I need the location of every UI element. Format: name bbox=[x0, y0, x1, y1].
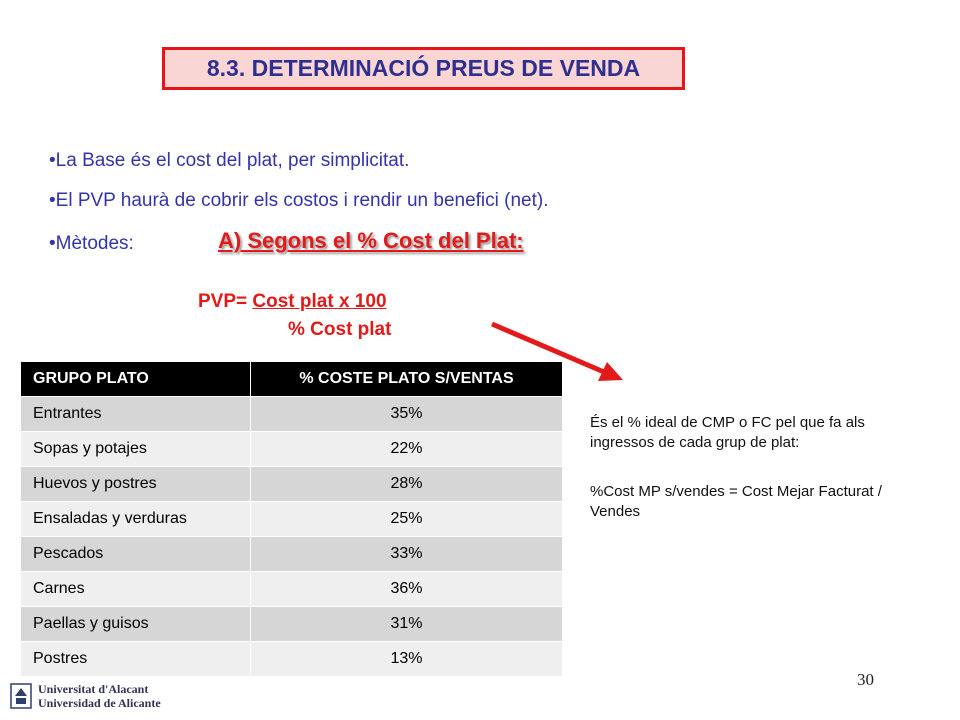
table-header-row bbox=[21, 362, 563, 397]
cost-table bbox=[20, 361, 563, 677]
cell-percent: 28% bbox=[251, 467, 563, 502]
cell-group: Huevos y postres bbox=[21, 467, 251, 502]
university-logo bbox=[10, 682, 161, 710]
logo-line-2: Universidad de Alicante bbox=[38, 696, 161, 710]
method-title: A) Segons el % Cost del Plat: bbox=[218, 228, 524, 253]
formula-denominator: % Cost plat bbox=[288, 319, 392, 340]
page-number: 30 bbox=[857, 670, 874, 689]
table-row bbox=[21, 432, 563, 467]
table-row bbox=[21, 572, 563, 607]
cell-percent: 36% bbox=[251, 572, 563, 607]
bullet-pvp: •El PVP haurà de cobrir els costos i rendir un benefici (net). bbox=[49, 190, 549, 211]
bullet-base: •La Base és el cost del plat, per simplicitat. bbox=[49, 150, 410, 171]
cell-percent: 25% bbox=[251, 502, 563, 537]
cell-group: Pescados bbox=[21, 537, 251, 572]
table-row bbox=[21, 607, 563, 642]
table-row bbox=[21, 467, 563, 502]
cell-group: Paellas y guisos bbox=[21, 607, 251, 642]
table-row bbox=[21, 642, 563, 677]
header-grupo-plato: GRUPO PLATO bbox=[21, 362, 251, 397]
cell-percent: 35% bbox=[251, 397, 563, 432]
cell-percent: 33% bbox=[251, 537, 563, 572]
cell-percent: 22% bbox=[251, 432, 563, 467]
logo-text bbox=[38, 682, 161, 710]
cell-percent: 13% bbox=[251, 642, 563, 677]
formula-numerator: Cost plat x 100 bbox=[252, 291, 387, 312]
logo-line-1: Universitat d'Alacant bbox=[38, 682, 149, 696]
cell-group: Postres bbox=[21, 642, 251, 677]
cell-group: Carnes bbox=[21, 572, 251, 607]
cell-group: Sopas y potajes bbox=[21, 432, 251, 467]
cell-group: Entrantes bbox=[21, 397, 251, 432]
bullet-methods: •Mètodes: bbox=[49, 233, 134, 254]
page-title: 8.3. DETERMINACIÓ PREUS DE VENDA bbox=[206, 55, 641, 81]
table-row bbox=[21, 537, 563, 572]
note-ideal-percent: És el % ideal de CMP o FC pel que fa als ingressos de cada grup de plat: bbox=[590, 414, 865, 451]
university-emblem-icon bbox=[10, 683, 32, 709]
note-formula: %Cost MP s/vendes = Cost Mejar Facturat / Vendes bbox=[590, 483, 882, 520]
table-row bbox=[21, 502, 563, 537]
header-coste-plato: % COSTE PLATO S/VENTAS bbox=[251, 362, 563, 397]
table-row bbox=[21, 397, 563, 432]
cell-percent: 31% bbox=[251, 607, 563, 642]
formula-prefix: PVP= bbox=[198, 291, 253, 312]
cell-group: Ensaladas y verduras bbox=[21, 502, 251, 537]
